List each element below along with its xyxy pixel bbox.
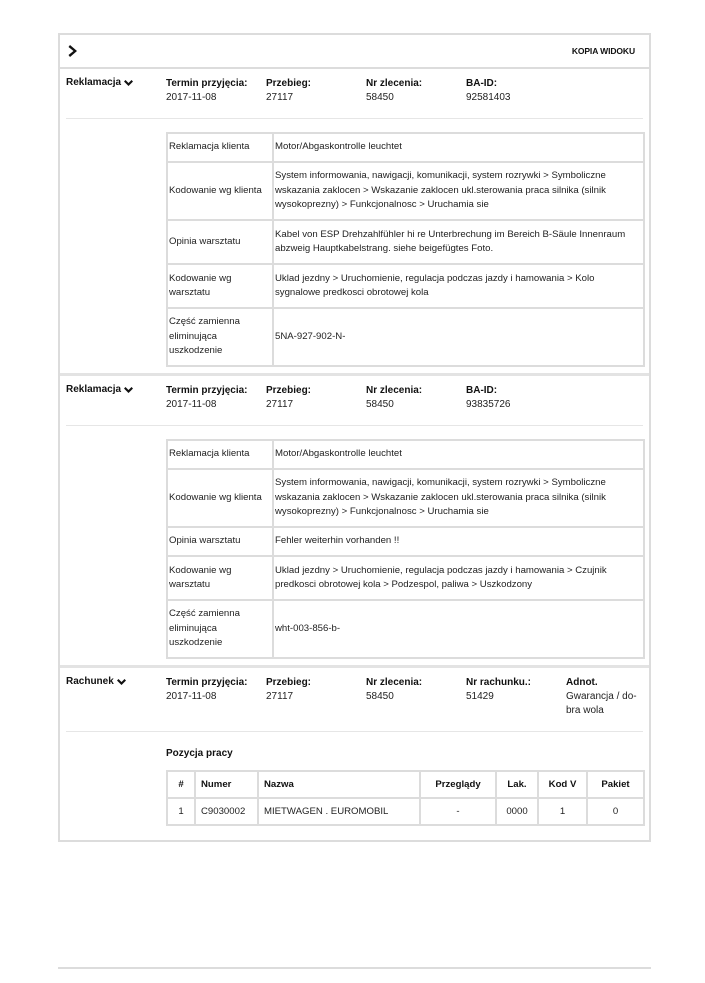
field-label: Termin przyjęcia: <box>166 385 248 396</box>
section-title: Rachunek <box>66 676 114 687</box>
field-label: BA-ID: <box>466 385 498 396</box>
section-toggle[interactable] <box>66 77 133 88</box>
detail-value: 5NA-927-902-N- <box>273 308 644 366</box>
detail-key: Kodowanie wg warsztatu <box>167 556 273 600</box>
field-value: 27117 <box>266 691 294 702</box>
field-order-number <box>366 77 422 105</box>
section-header <box>66 376 643 426</box>
work-positions-title: Pozycja pracy <box>166 748 233 759</box>
detail-value: Fehler weiterhin vorhanden !! <box>273 527 644 556</box>
detail-value: System informowania, nawigacji, komunikacji, system rozrywki > Symboliczne wskazania zaklocen > Wskazanie zaklocen ukl.sterowania praca silnika (silnik wysokoprezny) > Funkcjonalnosc > Uruchamia sie <box>273 469 644 527</box>
complaint-details-table <box>166 439 645 659</box>
chevron-down-icon <box>124 79 133 86</box>
complaint-section-2 <box>60 376 649 668</box>
field-value: 27117 <box>266 92 294 103</box>
chevron-down-icon <box>124 386 133 393</box>
detail-key: Opinia warsztatu <box>167 527 273 556</box>
field-value: 51429 <box>466 691 494 702</box>
detail-value: System informowania, nawigacji, komunikacji, system rozrywki > Symboliczne wskazania zaklocen > Wskazanie zaklocen ukl.sterowania praca silnika (silnik wysokoprezny) > Funkcjonalnosc > Uruchamia sie <box>273 162 644 220</box>
field-label: Termin przyjęcia: <box>166 677 248 688</box>
section-title: Reklamacja <box>66 77 122 88</box>
invoice-section <box>60 668 649 826</box>
field-ba-id <box>466 384 511 412</box>
detail-key: Część zamienna eliminująca uszkodzenie <box>167 308 273 366</box>
field-ba-id <box>466 77 511 105</box>
field-value: Gwarancja / do-bra wola <box>566 691 637 716</box>
footer-divider <box>58 967 651 969</box>
complaint-details-table <box>166 132 645 367</box>
field-order-number <box>366 384 422 412</box>
cell: MIETWAGEN . EUROMOBIL <box>258 798 420 825</box>
detail-value: Motor/Abgaskontrolle leuchtet <box>273 440 644 469</box>
field-mileage <box>266 676 311 704</box>
field-value: 58450 <box>366 691 394 702</box>
column-header: Kod V <box>538 771 587 798</box>
section-toggle[interactable] <box>66 384 133 395</box>
detail-value: Uklad jezdny > Uruchomienie, regulacja podczas jazdy i hamowania > Kolo sygnalowe predkosci obrotowej kola <box>273 264 644 308</box>
field-label: BA-ID: <box>466 78 498 89</box>
field-label: Przebieg: <box>266 677 312 688</box>
field-value: 2017-11-08 <box>166 691 217 702</box>
cell: C9030002 <box>195 798 258 825</box>
column-header: # <box>167 771 195 798</box>
section-header <box>66 668 643 732</box>
field-intake-date <box>166 77 248 105</box>
column-header: Przeglądy <box>420 771 496 798</box>
table-row <box>167 220 644 264</box>
detail-key: Kodowanie wg klienta <box>167 469 273 527</box>
field-value: 27117 <box>266 399 294 410</box>
field-label: Termin przyjęcia: <box>166 78 248 89</box>
field-intake-date <box>166 676 248 704</box>
field-value: 58450 <box>366 399 394 410</box>
detail-value: Motor/Abgaskontrolle leuchtet <box>273 133 644 162</box>
detail-value: wht-003-856-b- <box>273 600 644 658</box>
field-value: 93835726 <box>466 399 511 410</box>
detail-key: Opinia warsztatu <box>167 220 273 264</box>
table-row <box>167 527 644 556</box>
cell: 1 <box>538 798 587 825</box>
table-row <box>167 600 644 658</box>
work-positions-table <box>166 770 645 826</box>
field-annotation <box>566 676 646 718</box>
field-label: Przebieg: <box>266 78 312 89</box>
detail-value: Uklad jezdny > Uruchomienie, regulacja podczas jazdy i hamowania > Czujnik predkosci obrotowej kola > Podzespol, paliwa > Uszkodzony <box>273 556 644 600</box>
column-header: Lak. <box>496 771 538 798</box>
service-history-panel <box>58 33 651 842</box>
table-row <box>167 469 644 527</box>
detail-key: Reklamacja klienta <box>167 133 273 162</box>
column-header: Nazwa <box>258 771 420 798</box>
field-label: Nr rachunku.: <box>466 677 532 688</box>
cell: 0000 <box>496 798 538 825</box>
detail-key: Kodowanie wg warsztatu <box>167 264 273 308</box>
field-value: 2017-11-08 <box>166 92 217 103</box>
table-row <box>167 440 644 469</box>
field-label: Przebieg: <box>266 385 312 396</box>
column-header: Numer <box>195 771 258 798</box>
detail-key: Kodowanie wg klienta <box>167 162 273 220</box>
section-toggle[interactable] <box>66 676 126 687</box>
field-invoice-number <box>466 676 531 704</box>
section-title: Reklamacja <box>66 384 122 395</box>
table-row <box>167 556 644 600</box>
table-row <box>167 264 644 308</box>
chevron-down-icon <box>117 678 126 685</box>
table-row <box>167 133 644 162</box>
field-mileage <box>266 384 311 412</box>
chevron-right-icon[interactable] <box>68 44 80 58</box>
table-row <box>167 162 644 220</box>
cell: 0 <box>587 798 644 825</box>
field-order-number <box>366 676 422 704</box>
section-header <box>66 69 643 119</box>
table-row <box>167 308 644 366</box>
detail-value: Kabel von ESP Drehzahlfühler hi re Unterbrechung im Bereich B-Säule Innenraum abzweig Hauptkabelstrang. siehe beigefügtes Foto. <box>273 220 644 264</box>
field-value: 92581403 <box>466 92 511 103</box>
field-label: Adnot. <box>566 677 598 688</box>
field-intake-date <box>166 384 248 412</box>
field-value: 2017-11-08 <box>166 399 217 410</box>
field-value: 58450 <box>366 92 394 103</box>
detail-key: Reklamacja klienta <box>167 440 273 469</box>
cell: 1 <box>167 798 195 825</box>
field-label: Nr zlecenia: <box>366 385 423 396</box>
field-label: Nr zlecenia: <box>366 78 423 89</box>
copy-view-button[interactable]: KOPIA WIDOKU <box>571 46 635 56</box>
column-header: Pakiet <box>587 771 644 798</box>
panel-toolbar <box>60 35 649 69</box>
table-header-row <box>167 771 644 798</box>
cell: - <box>420 798 496 825</box>
detail-key: Część zamienna eliminująca uszkodzenie <box>167 600 273 658</box>
table-row <box>167 798 644 825</box>
field-label: Nr zlecenia: <box>366 677 423 688</box>
complaint-section-1 <box>60 69 649 376</box>
field-mileage <box>266 77 311 105</box>
